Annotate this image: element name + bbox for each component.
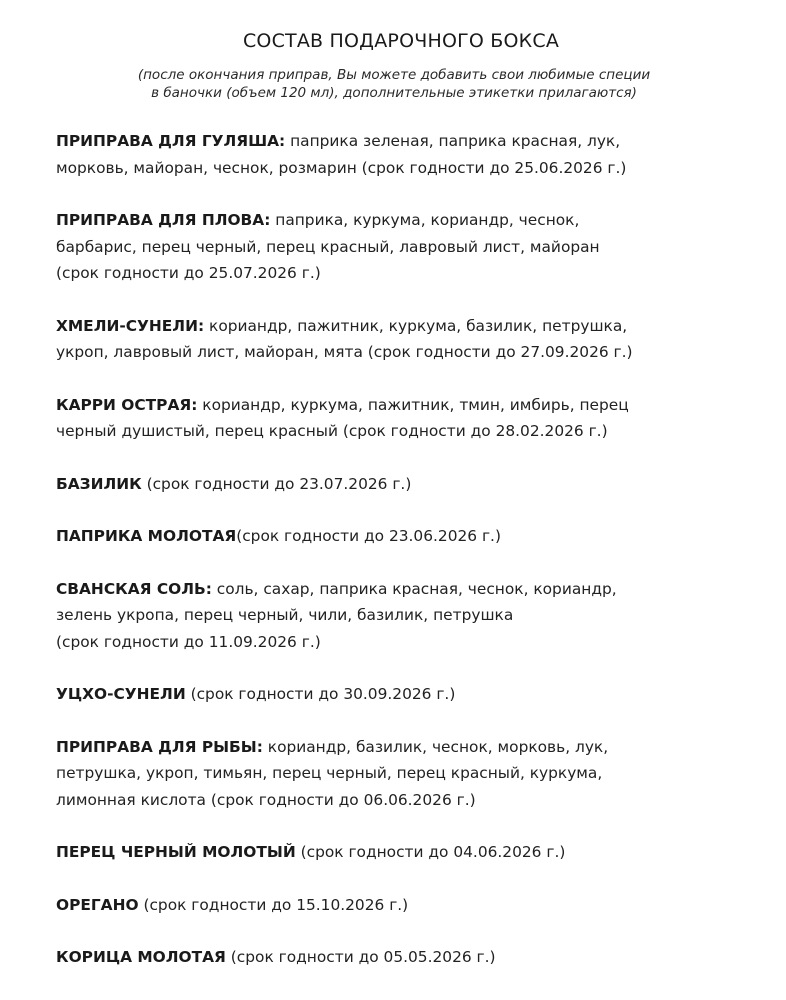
spice-expiry: (срок годности до 23.06.2026 г.) [236, 527, 501, 545]
spice-line [56, 576, 746, 603]
spice-item-pilaf [56, 207, 746, 287]
spice-expiry: (срок годности до 15.10.2026 г.) [138, 895, 409, 914]
spice-name: БАЗИЛИК [56, 474, 142, 493]
spice-name: ПРИПРАВА ДЛЯ ПЛОВА: [56, 211, 271, 229]
spice-line [56, 839, 746, 866]
spice-line [56, 681, 746, 708]
spice-line [56, 734, 746, 761]
spice-item-basil [56, 471, 746, 498]
spice-name: ОРЕГАНО [56, 895, 139, 914]
spice-expiry: (срок годности до 30.09.2026 г.) [185, 685, 456, 703]
spice-item-khmeli-suneli [56, 313, 746, 366]
spice-item-fish [56, 734, 746, 814]
spice-name: УЦХО-СУНЕЛИ [56, 685, 186, 703]
subtitle-line-2: в баночки (объем 120 мл), дополнительные этикетки прилагаются) [151, 85, 637, 101]
spice-line [56, 523, 746, 550]
spice-name: ПРИПРАВА ДЛЯ РЫБЫ: [56, 737, 263, 756]
spice-expiry: (срок годности до 05.05.2026 г.) [225, 948, 496, 966]
spice-item-svan-salt [56, 576, 746, 656]
page-title: СОСТАВ ПОДАРОЧНОГО БОКСА [242, 30, 560, 52]
spice-line [56, 128, 746, 155]
spice-expiry: лимонная кислота (срок годности до 06.06.2026 г.) [56, 790, 476, 809]
spice-item-cinnamon [56, 944, 746, 971]
spice-description: зелень укропа, перец черный, чили, базилик, петрушка [56, 606, 514, 624]
spice-description: морковь, майоран, чеснок, розмарин (срок годности до 25.06.2026 г.) [56, 158, 627, 177]
subtitle-line-1: (после окончания приправ, Вы можете добавить свои любимые специи [137, 67, 651, 83]
spice-description: соль, сахар, паприка красная, чеснок, кориандр, [211, 579, 617, 598]
spice-name: СВАНСКАЯ СОЛЬ: [56, 579, 212, 598]
spice-description: кориандр, куркума, пажитник, тмин, имбирь, перец [197, 395, 629, 414]
spice-name: КОРИЦА МОЛОТАЯ [56, 948, 226, 966]
spice-item-utskho-suneli [56, 681, 746, 708]
spice-item-paprika [56, 523, 746, 550]
spice-description: черный душистый, перец красный (срок годности до 28.02.2026 г.) [56, 422, 608, 440]
spice-expiry: (срок годности до 04.06.2026 г.) [295, 843, 566, 861]
spice-item-black-pepper [56, 839, 746, 866]
spice-description: кориандр, базилик, чеснок, морковь, лук, [262, 737, 609, 756]
spice-description: петрушка, укроп, тимьян, перец черный, перец красный, куркума, [56, 764, 603, 782]
spice-line [56, 471, 746, 498]
spice-item-goulash [56, 128, 746, 181]
spice-description: барбарис, перец черный, перец красный, лавровый лист, майоран [56, 237, 600, 256]
spice-line [56, 892, 746, 919]
spice-name: ПЕРЕЦ ЧЕРНЫЙ МОЛОТЫЙ [56, 843, 296, 861]
spice-name: ПРИПРАВА ДЛЯ ГУЛЯША: [56, 132, 286, 150]
spice-line [56, 313, 746, 340]
spice-description: паприка, куркума, кориандр, чеснок, [270, 211, 580, 229]
spice-name: ХМЕЛИ-СУНЕЛИ: [56, 316, 205, 335]
spice-expiry: (срок годности до 25.07.2026 г.) [56, 264, 321, 282]
spice-line [56, 392, 746, 419]
spice-expiry: (срок годности до 23.07.2026 г.) [141, 474, 412, 493]
spice-line [56, 207, 746, 234]
spice-name: КАРРИ ОСТРАЯ: [56, 395, 198, 414]
spice-line [56, 944, 746, 971]
spice-name: ПАПРИКА МОЛОТАЯ [56, 527, 237, 545]
spice-item-curry [56, 392, 746, 445]
spice-expiry: (срок годности до 11.09.2026 г.) [56, 632, 321, 651]
spice-description: кориандр, пажитник, куркума, базилик, петрушка, [204, 316, 628, 335]
spice-description: укроп, лавровый лист, майоран, мята (срок годности до 27.09.2026 г.) [56, 343, 633, 361]
spice-item-oregano [56, 892, 746, 919]
page-subtitle [56, 66, 746, 102]
spice-description: паприка зеленая, паприка красная, лук, [285, 132, 621, 150]
